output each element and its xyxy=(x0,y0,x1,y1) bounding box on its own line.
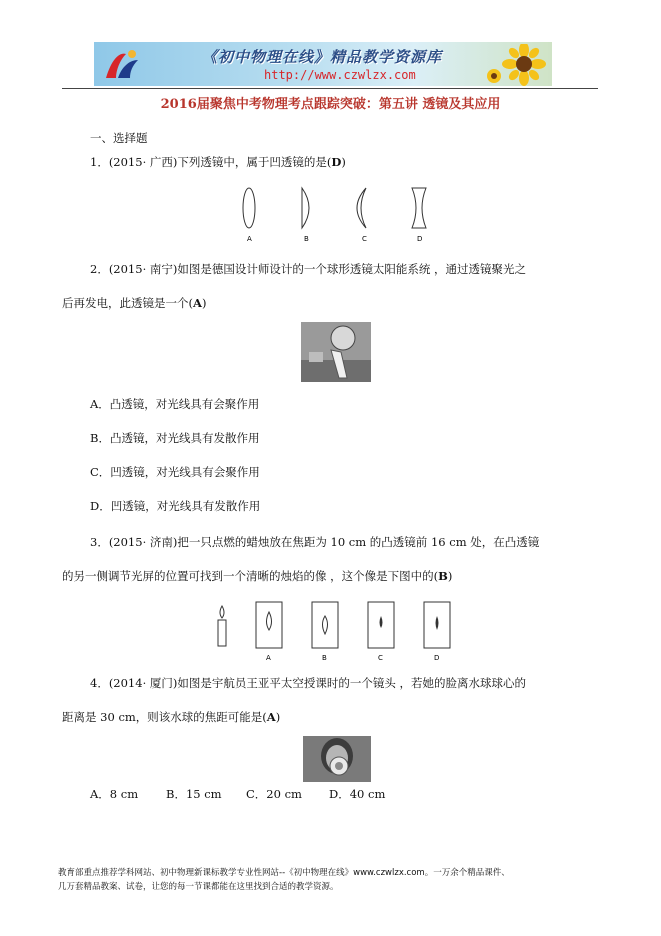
question-3-text: 的另一侧调节光屏的位置可找到一个清晰的烛焰的像 ，这个像是下图中的( xyxy=(62,569,439,583)
water-ball-photo xyxy=(303,736,371,782)
image-option-c xyxy=(368,602,394,648)
header-banner xyxy=(94,42,552,86)
footer-line-1: 教育部重点推荐学科网站、初中物理新课标教学专业性网站--《初中物理在线》www.czwlzx.com。一万余个精品课件、 xyxy=(58,868,510,878)
lens-label-a: A xyxy=(247,235,252,243)
question-2-line-2 xyxy=(62,296,206,310)
lens-label-c: C xyxy=(362,235,367,243)
question-3-line-2 xyxy=(62,569,452,583)
question-1-text: 1．(2015· 广西)下列透镜中，属于凹透镜的是( xyxy=(90,155,332,169)
question-2-option-c: C．凹透镜，对光线具有会聚作用 xyxy=(90,465,260,479)
question-4-text: 距离是 30 cm，则该水球的焦距可能是( xyxy=(62,710,267,724)
solar-lens-photo xyxy=(301,322,371,382)
lens-a-biconvex xyxy=(243,188,255,228)
question-2-answer: A xyxy=(193,296,202,310)
lens-c-meniscus xyxy=(357,188,366,228)
question-4-line-1: 4．(2014· 厦门)如图是宇航员王亚平太空授课时的一个镜头 ，若她的脸离水球球心的 xyxy=(90,676,527,690)
question-2-option-a: A．凸透镜，对光线具有会聚作用 xyxy=(90,397,260,411)
question-2-close: ) xyxy=(201,296,207,310)
sunflower-icon xyxy=(484,44,548,86)
banner-title: 《初中物理在线》精品教学资源库 xyxy=(202,48,443,66)
question-2-option-d: D．凹透镜，对光线具有发散作用 xyxy=(90,499,261,513)
question-4-option-a: A．8 cm xyxy=(90,787,139,801)
question-2-option-b: B．凸透镜，对光线具有发散作用 xyxy=(90,431,260,445)
question-4-line-2 xyxy=(62,710,280,724)
banner-url[interactable]: http://www.czwlzx.com xyxy=(264,68,416,82)
question-2-line-1: 2．(2015· 南宁)如图是德国设计师设计的一个球形透镜太阳能系统 ，通过透镜聚光之 xyxy=(90,262,527,276)
question-4-option-b: B．15 cm xyxy=(166,787,222,801)
question-4-answer: A xyxy=(266,710,276,724)
section-heading: 一、选择题 xyxy=(90,131,148,145)
image-label-d: D xyxy=(434,654,440,662)
question-3-close: ) xyxy=(447,569,453,583)
question-1-answer: D xyxy=(331,155,342,169)
question-3-answer: B xyxy=(438,569,448,583)
image-option-d xyxy=(424,602,450,648)
image-option-b xyxy=(312,602,338,648)
question-1 xyxy=(90,155,346,169)
lens-d-biconcave xyxy=(412,188,426,228)
question-1-close: ) xyxy=(341,155,346,169)
question-2-text: 后再发电，此透镜是一个( xyxy=(62,296,193,310)
footer-line-2: 几万套精品教案、试卷，让您的每一节课都能在这里找到合适的教学资源。 xyxy=(58,882,339,892)
question-4-close: ) xyxy=(275,710,281,724)
image-label-a: A xyxy=(266,654,271,662)
lens-b-planoconvex xyxy=(302,188,309,228)
image-label-c: C xyxy=(378,654,383,662)
question-4-option-d: D．40 cm xyxy=(329,787,386,801)
document-title: 2016届聚焦中考物理考点跟踪突破：第五讲 透镜及其应用 xyxy=(160,97,501,112)
image-label-b: B xyxy=(322,654,327,662)
site-logo-icon xyxy=(102,48,142,82)
candle-icon xyxy=(218,606,226,646)
header-rule xyxy=(62,88,598,89)
image-option-a xyxy=(256,602,282,648)
lens-label-b: B xyxy=(304,235,309,243)
candle-image-figure xyxy=(214,600,452,664)
lens-figure xyxy=(236,186,436,244)
lens-label-d: D xyxy=(417,235,423,243)
question-3-line-1: 3．(2015· 济南)把一只点燃的蜡烛放在焦距为 10 cm 的凸透镜前 16 cm 处，在凸透镜 xyxy=(90,535,540,549)
question-4-option-c: C．20 cm xyxy=(246,787,302,801)
